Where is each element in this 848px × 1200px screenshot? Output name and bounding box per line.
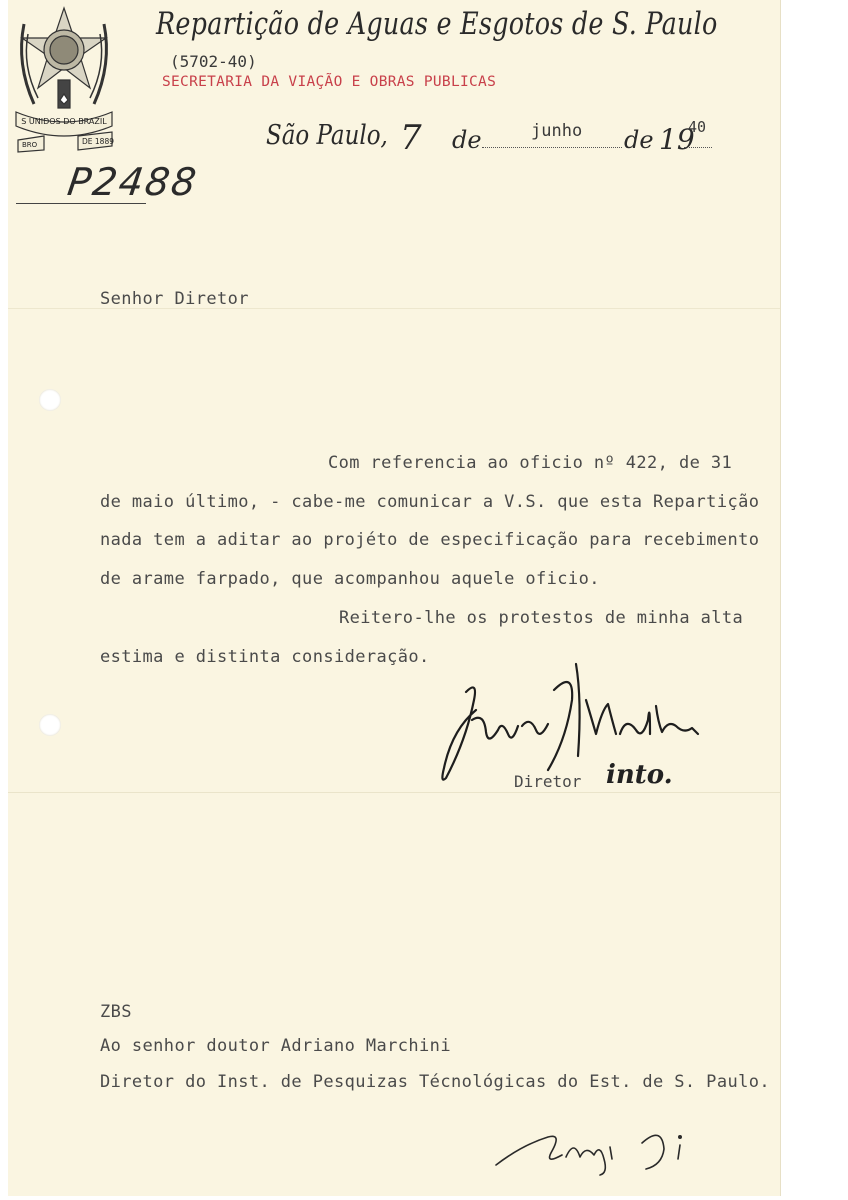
closing-line-2: estima e distinta consideração. <box>100 647 430 667</box>
signatory-title: Diretor <box>514 772 582 791</box>
dateline-month: junho <box>531 121 583 141</box>
dateline-place: São Paulo, <box>266 120 388 151</box>
recipient-title: Diretor do Inst. de Pesquizas Técnológicas do Est. de S. Paulo. <box>100 1072 770 1092</box>
dateline-de-1: de <box>452 126 482 154</box>
emblem-text: S UNIDOS DO BRAZIL <box>21 117 107 126</box>
body-line-3: nada tem a aditar ao projéto de especificação para recebimento <box>100 530 760 550</box>
signatory-title-suffix: into. <box>606 760 673 790</box>
body-line-4: de arame farpado, que acompanhou aquele oficio. <box>100 569 600 589</box>
emblem-ribbon-right: DE 1889 <box>82 137 114 146</box>
body-line-1: Com referencia ao oficio nº 422, de 31 <box>328 453 733 473</box>
department-name: SECRETARIA DA VIAÇÃO E OBRAS PUBLICAS <box>162 74 497 90</box>
coat-of-arms-emblem <box>14 4 114 156</box>
salutation: Senhor Diretor <box>100 289 249 309</box>
fold-line <box>8 792 780 793</box>
dateline-dotted-rule-year <box>684 147 712 148</box>
dateline-year: 40 <box>688 118 707 136</box>
body-line-2: de maio último, - cabe-me comunicar a V.S. que esta Repartição <box>100 492 760 512</box>
dateline-day: 7 <box>400 118 422 158</box>
handwritten-rubric <box>492 1115 732 1177</box>
punch-hole-bottom <box>39 714 61 736</box>
emblem-ribbon-left: BRO <box>22 141 38 149</box>
closing-line-1: Reitero-lhe os protestos de minha alta <box>339 608 744 628</box>
protocol-underline <box>16 203 146 204</box>
protocol-number: P2488 <box>64 160 201 204</box>
dateline-dotted-rule <box>482 147 622 148</box>
letter-sheet <box>8 0 780 1196</box>
typist-initials: ZBS <box>100 1002 132 1022</box>
recipient-name: Ao senhor doutor Adriano Marchini <box>100 1036 451 1056</box>
reference-number: (5702-40) <box>170 52 257 71</box>
dateline-de-2: de <box>624 126 654 154</box>
letterhead-title: Repartição de Aguas e Esgotos de S. Paulo <box>156 6 718 42</box>
dateline-century: 19 <box>659 123 695 156</box>
punch-hole-top <box>39 389 61 411</box>
